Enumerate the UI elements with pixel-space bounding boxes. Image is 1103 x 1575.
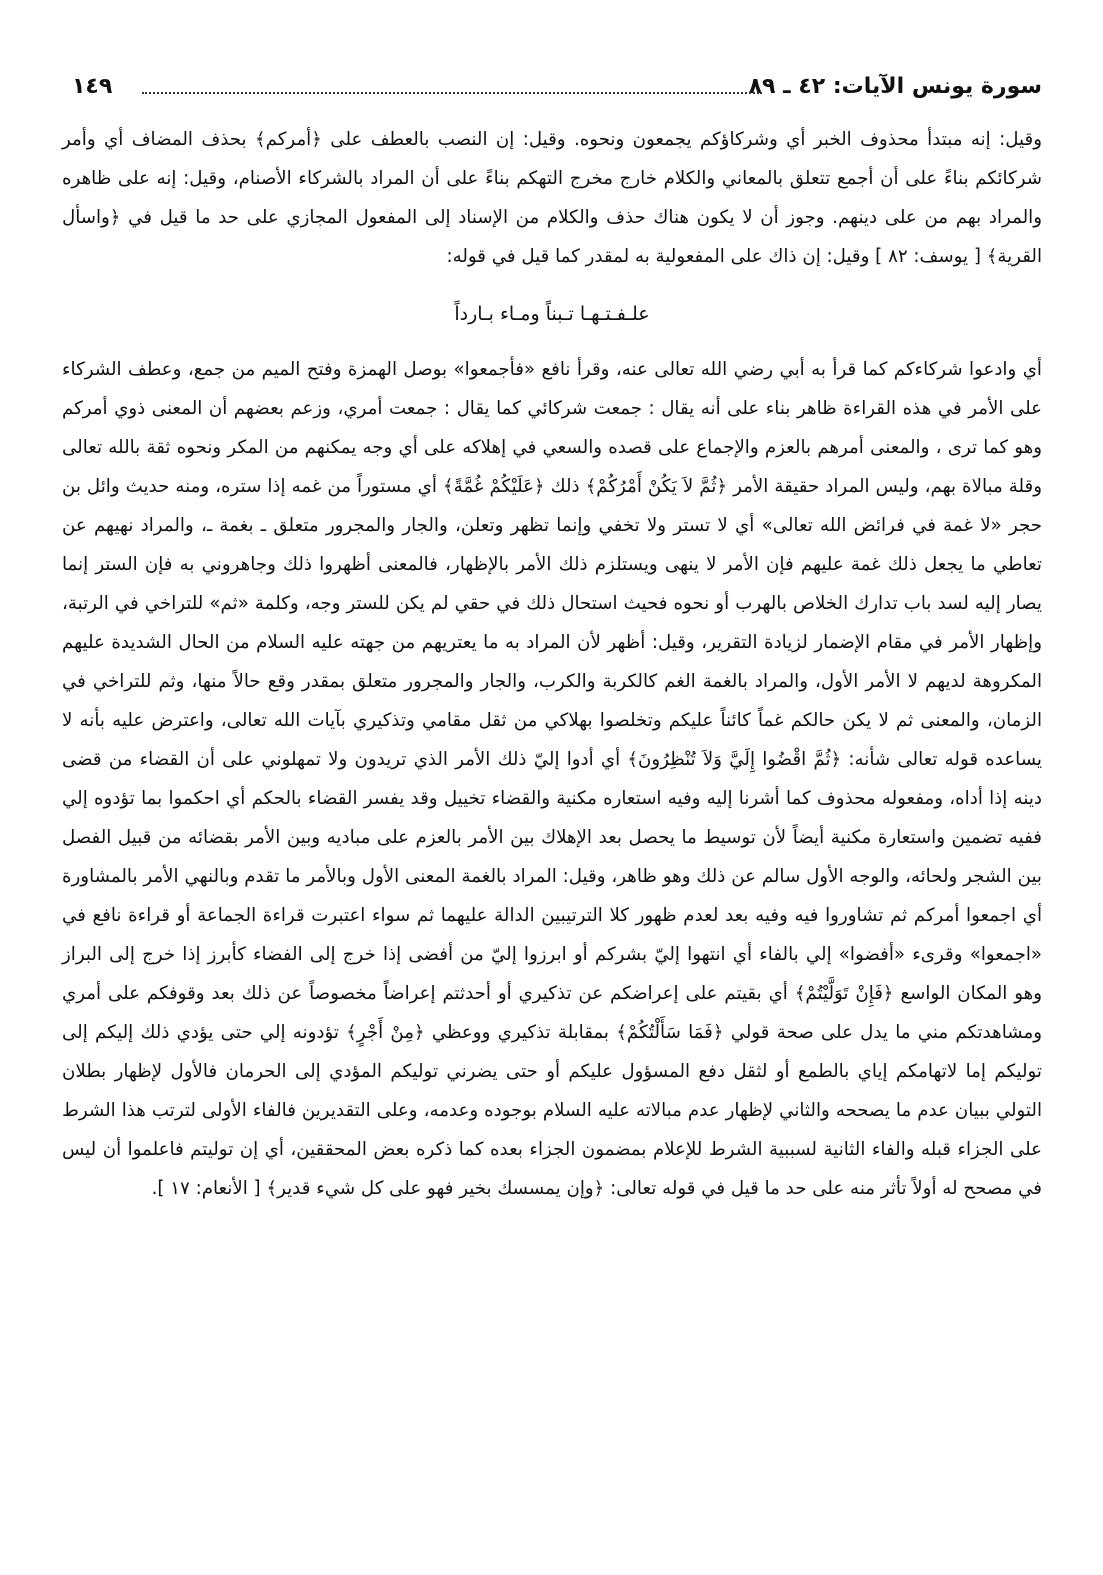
- running-head: سورة يونس الآيات: ٤٢ ـ ٨٩: [748, 74, 1042, 99]
- book-page: [62, 62, 1042, 1542]
- paragraph-1: وقيل: إنه مبتدأ محذوف الخبر أي وشركاؤكم يجمعون ونحوه. وقيل: إن النصب بالعطف على ﴿أمركم﴾ بحذف المضاف أي وأمر شركائكم بناءً على أن أجمع تتعلق بالمعاني والكلام خارج مخرج التهكم بناءً على أن المراد بالشركاء الأصنام، وقيل: إنه على ظاهره والمراد بهم من على دينهم. وجوز أن لا يكون هناك حذف والكلام من الإسناد إلى المفعول المجازي على حد ما قيل في ﴿واسأل القرية﴾ [ يوسف: ٨٢ ] وقيل: إن ذاك على المفعولية به لمقدر كما قيل في قوله:: [62, 129, 1042, 267]
- paragraph-2: أي وادعوا شركاءكم كما قرأ به أبي رضي الله تعالى عنه، وقرأ نافع «فأجمعوا» بوصل الهمزة وفتح الميم من جمع، وعطف الشركاء على الأمر في هذه القراءة ظاهر بناء على أنه يقال : جمعت شركائي كما يقال : جمعت أمري، وزعم بعضهم أن المعنى ذوي أمركم وهو كما ترى ، والمعنى أمرهم بالعزم والإجماع على قصده والسعي في إهلاكه على أي وجه يمكنهم من المكر ونحوه ثقة بالله تعالى وقلة مبالاة بهم، وليس المراد حقيقة الأمر ﴿ثُمَّ لاَ يَكُنْ أَمْرُكُمْ﴾ ذلك ﴿عَلَيْكُمْ غُمَّةً﴾ أي مستوراً من غمه إذا ستره، ومنه حديث وائل بن حجر «لا غمة في فرائض الله تعالى» أي لا تستر ولا تخفي وإنما تظهر وتعلن، والجار والمجرور متعلق ـ بغمة ـ، والمراد نهيهم عن تعاطي ما يجعل ذلك غمة عليهم فإن الأمر لا ينهى ويستلزم ذلك الأمر بالإظهار، فالمعنى أظهروا ذلك وجاهروني به فإن الستر إنما يصار إليه لسد باب تدارك الخلاص بالهرب أو نحوه فحيث استحال ذلك في حقي لم يكن للستر وجه، وكلمة «ثم» للتراخي في الرتبة، وإظهار الأمر في مقام الإضمار لزيادة التقرير، وقيل: أظهر لأن المراد به ما يعتريهم من جهته عليه السلام من الحال الشديدة عليهم المكروهة لديهم لا الأمر الأول، والمراد بالغمة الغم كالكربة والكرب، والجار والمجرور متعلق بمقدر وقع حالاً منها، وثم للتراخي في الزمان، والمعنى ثم لا يكن حالكم غماً كائناً عليكم وتخلصوا بهلاكي من ثقل مقامي وتذكيري بآيات الله تعالى، واعترض عليه بأنه لا يساعده قوله تعالى شأنه: ﴿ثُمَّ اقْضُوا إِلَيَّ وَلاَ تُنْظِرُونَ﴾ أي أدوا إليّ ذلك الأمر الذي تريدون ولا تمهلوني على أن القضاء من قضى دينه إذا أداه، ومفعوله محذوف كما أشرنا إليه وفيه استعاره مكنية والقضاء تخييل وقد يفسر القضاء بالحكم أي احكموا بما تؤدوه إلي ففيه تضمين واستعارة مكنية أيضاً لأن توسيط ما يحصل بعد الإهلاك بين الأمر بالعزم على مباديه وبين الأمر بقضائه من قبيل الفصل بين الشجر ولحائه، والوجه الأول سالم عن ذلك وهو ظاهر، وقيل: المراد بالغمة المعنى الأول وبالأمر ما تقدم وبالنهي الأمر بالمشاورة أي اجمعوا أمركم ثم تشاوروا فيه وفيه بعد لعدم ظهور كلا الترتيبين الدالة عليهما ثم سواء اعتبرت قراءة الجماعة أو قراءة نافع في «اجمعوا» وقرىء «أفضوا» إلي بالفاء أي انتهوا إليّ بشركم أو ابرزوا إليّ من أفضى إذا خرج إلى الفضاء كأبرز إذا خرج إلى البراز وهو المكان الواسع ﴿فَإِنْ تَوَلَّيْتُمْ﴾ أي بقيتم على إعراضكم عن تذكيري أو أحدثتم إعراضاً مخصوصاً عن ذلك بعد وقوفكم على أمري ومشاهدتكم مني ما يدل على صحة قولي ﴿فَمَا سَأَلْتُكُمْ﴾ بمقابلة تذكيري ووعظي ﴿مِنْ أَجْرٍ﴾ تؤدونه إلي حتى يؤدي ذلك إليكم إلى توليكم إما لاتهامكم إياي بالطمع أو لثقل دفع المسؤول عليكم أو حتى يضرني توليكم المؤدي إلى الحرمان فالأول لإظهار بطلان التولي ببيان عدم ما يصححه والثاني لإظهار عدم مبالاته عليه السلام بوجوده وعدمه، وعلى التقديرين فالفاء الأولى لترتب هذا الشرط على الجزاء قبله والفاء الثانية لسببية الشرط للإعلام بمضمون الجزاء بعده كما ذكره بعض المحققين، أي إن توليتم فاعلموا أن ليس في مصحح له أولاً تأثر منه على حد ما قيل في قوله تعالى: ﴿وإن يمسسك بخير فهو على كل شيء قدير﴾ [ الأنعام: ١٧ ].: [62, 359, 1042, 1199]
- page-number: ١٤٩: [72, 74, 113, 99]
- leader-dots: [142, 92, 762, 94]
- body-text: [62, 120, 1042, 1208]
- verse-line: علـفـتـهـا تـبناً ومـاء بـارداً: [454, 303, 650, 325]
- page-header: [62, 62, 1042, 112]
